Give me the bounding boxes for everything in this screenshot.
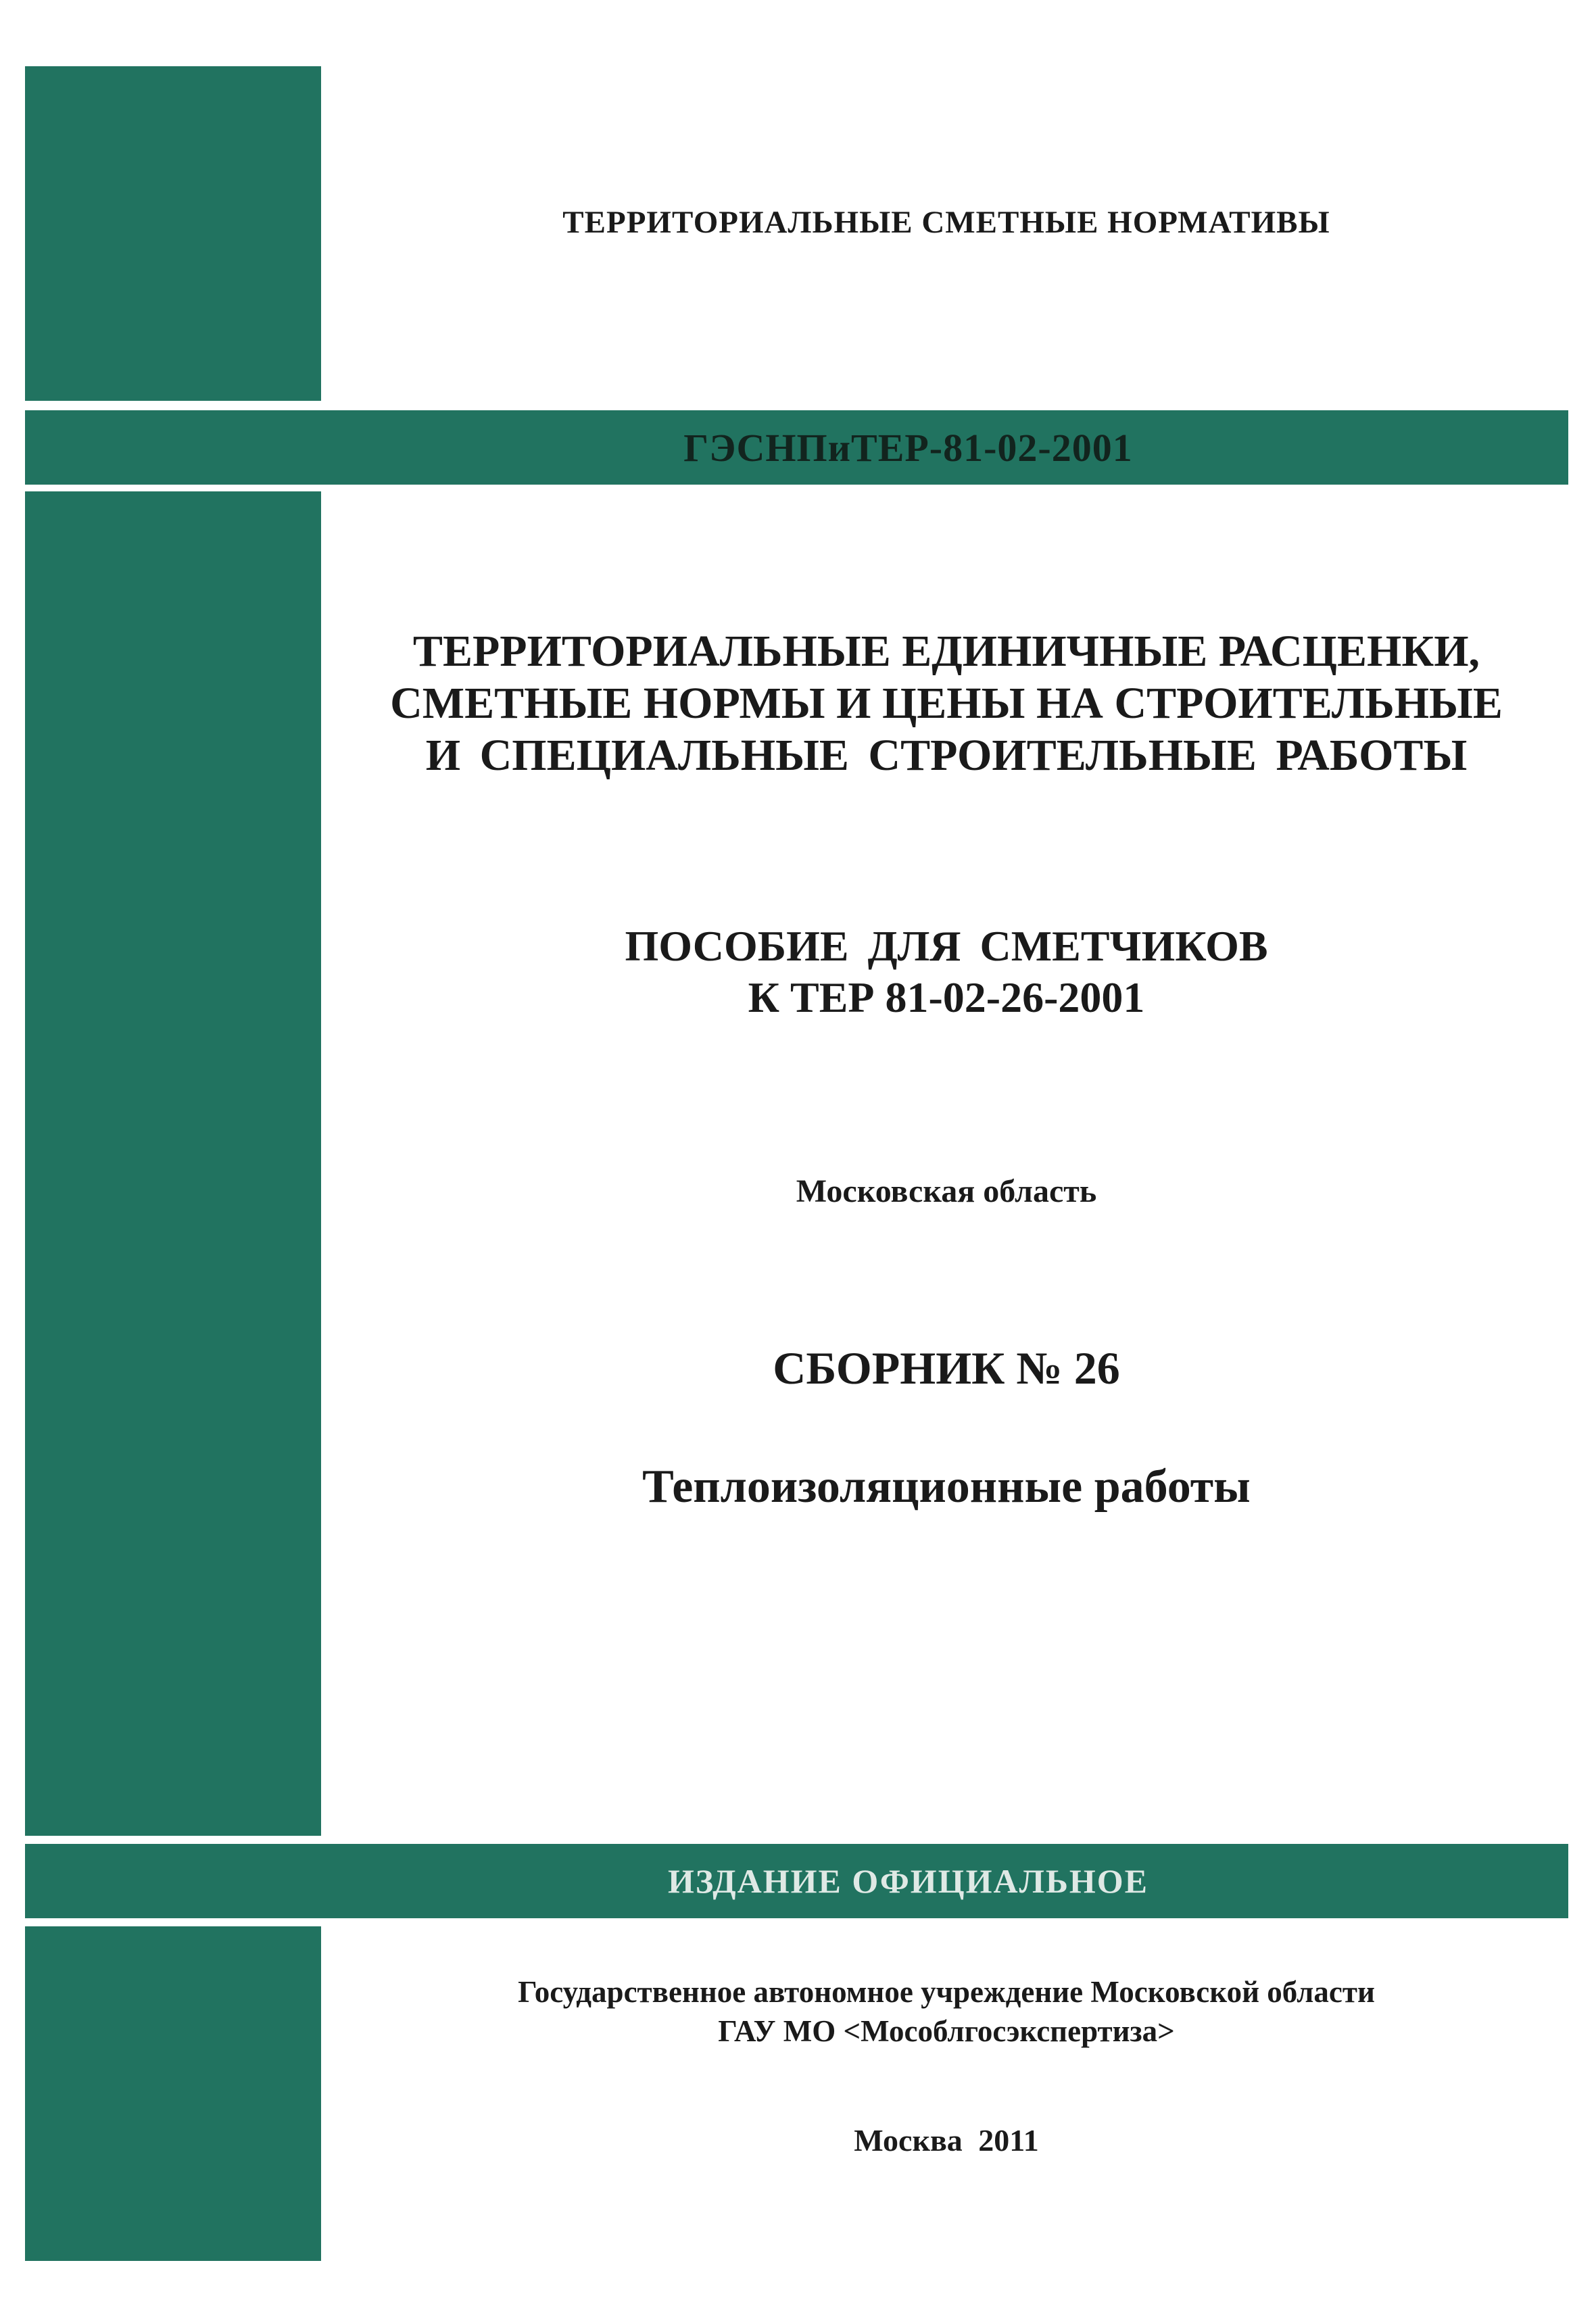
official-edition-label: ИЗДАНИЕ ОФИЦИАЛЬНОЕ (667, 1862, 1149, 1900)
official-edition-band (25, 1844, 1568, 1918)
manual-title-line-2: К ТЕР 81-02-26-2001 (748, 973, 1145, 1021)
collection-number: СБОРНИК № 26 (773, 1342, 1120, 1394)
publisher-line-2: ГАУ МО <Мособлгосэкспертиза> (718, 2014, 1175, 2048)
green-column-middle (25, 491, 321, 1836)
main-title-line-3: И СПЕЦИАЛЬНЫЕ СТРОИТЕЛЬНЫЕ РАБОТЫ (425, 731, 1468, 780)
code-band (25, 410, 1568, 485)
manual-title (324, 921, 1568, 1023)
series-title: ТЕРРИТОРИАЛЬНЫЕ СМЕТНЫЕ НОРМАТИВЫ (562, 205, 1330, 240)
city-year: Москва 2011 (854, 2123, 1039, 2158)
region: Московская область (796, 1173, 1097, 1209)
subject-title: Теплоизоляционные работы (642, 1461, 1251, 1513)
publisher (324, 1972, 1568, 2051)
green-column-top (25, 66, 321, 401)
green-column-bottom (25, 1926, 321, 2261)
manual-title-line-1: ПОСОБИЕ ДЛЯ СМЕТЧИКОВ (625, 922, 1268, 970)
main-title-line-1: ТЕРРИТОРИАЛЬНЫЕ ЕДИНИЧНЫЕ РАСЦЕНКИ, (412, 627, 1480, 676)
document-code: ГЭСНПиТЕР-81-02-2001 (683, 425, 1133, 470)
main-title (324, 625, 1568, 781)
publisher-line-1: Государственное автономное учреждение Московской области (518, 1975, 1375, 2009)
main-title-line-2: СМЕТНЫЕ НОРМЫ И ЦЕНЫ НА СТРОИТЕЛЬНЫЕ (390, 679, 1503, 728)
